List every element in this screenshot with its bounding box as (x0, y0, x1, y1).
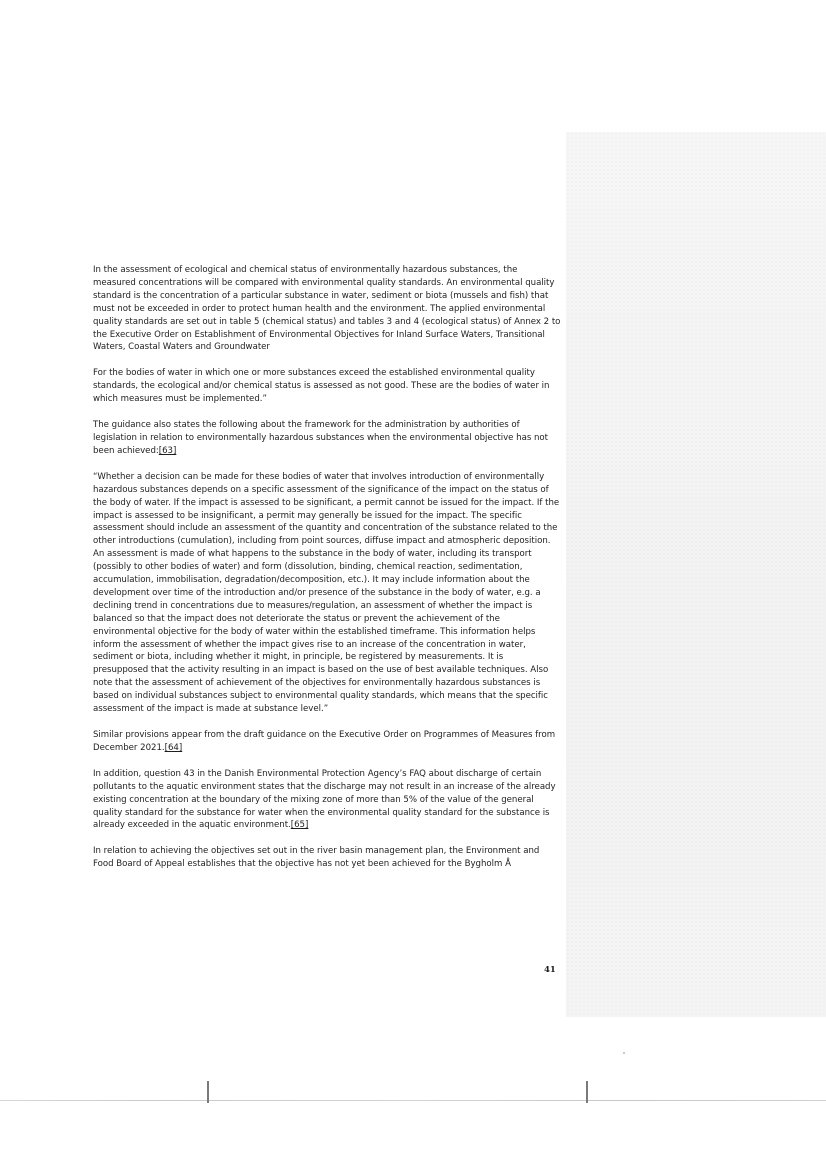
footnote-link-63[interactable]: [63] (158, 445, 177, 456)
paragraph-7-text: In relation to achieving the objectives set out in the river basin management plan, the Environment and Food Board of Appeal establishes that the objective has not yet been achieved for the Bygholm Å (93, 846, 540, 870)
paragraph-7 (93, 845, 561, 871)
paragraph-4-text: “Whether a decision can be made for these bodies of water that involves introduction of environmentally hazardous substances depends on a specific assessment of the significance of the impact on the status of the body of water. If the impact is assessed to be significant, a permit cannot be issued for the impact. If the impact is assessed to be insignificant, a permit may generally be issued for the impact. The specific assessment should include an assessment of the quantity and concentration of the substance related to the other introductions (cumulation), including from point sources, diffuse impact and atmospheric deposition. An assessment is made of what happens to the substance in the body of water, including its transport (possibly to other bodies of water) and form (dissolution, binding, chemical reaction, sedimentation, accumulation, immobilisation, degradation/decomposition, etc.). It may include information about the development over time of the introduction and/or presence of the substance in the body of water, e.g. a declining trend in concentrations due to measures/regulation, an assessment of whether the impact is balanced so that the impact does not deteriorate the status or prevent the achievement of the environmental objective for the body of water within the established timeframe. This information helps inform the assessment of whether the impact gives rise to an increase of the concentration in water, sediment or biota, including whether it might, in principle, be registered by measurements. It is presupposed that the activity resulting in an impact is based on the use of best available techniques. Also note that the assessment of achievement of the objectives for environmentally hazardous substances is based on individual substances subject to environmental quality standards, which means that the specific assessment of the impact is made at substance level.” (93, 471, 560, 715)
footnote-link-65[interactable]: [65] (290, 820, 309, 831)
footnote-link-64[interactable]: [64] (164, 742, 183, 753)
paragraph-2 (93, 367, 561, 406)
paragraph-3 (93, 419, 561, 458)
paragraph-6 (93, 768, 561, 833)
paragraph-4-quote (93, 471, 561, 716)
paragraph-5-text: Similar provisions appear from the draft guidance on the Executive Order on Programmes of Measures from December 2021. (93, 730, 556, 753)
scan-tick-mark-left (207, 1081, 209, 1103)
paragraph-1 (93, 264, 561, 354)
scan-artifact-line (0, 1100, 826, 1101)
paragraph-2-text: For the bodies of water in which one or more substances exceed the established environmental quality standards, the ecological and/or chemical status is assessed as not good. These are the bodies of water in which measures must be implemented.” (93, 368, 550, 405)
paragraph-1-text: In the assessment of ecological and chemical status of environmentally hazardous substances, the measured concentrations will be compared with environmental quality standards. An environmental quality standard is the concentration of a particular substance in water, sediment or biota (mussels and fish) that must not be exceeded in order to protect human health and the environment. The applied environmental quality standards are set out in table 5 (chemical status) and tables 3 and 4 (ecological status) of Annex 2 to the Executive Order on Establishment of Environmental Objectives for Inland Surface Waters, Transitional Waters, Coastal Waters and Groundwater (93, 265, 561, 353)
scan-tick-mark-right (586, 1081, 588, 1103)
scan-shaded-margin (566, 132, 826, 1017)
body-text (93, 264, 561, 884)
paragraph-3-text: The guidance also states the following about the framework for the administration by authorities of legislation in relation to environmentally hazardous substances when the environmental objective has not been achieved: (93, 420, 549, 456)
paragraph-5 (93, 729, 561, 755)
page-number: 41 (544, 965, 556, 975)
scan-speck (623, 1052, 625, 1054)
paragraph-6-text: In addition, question 43 in the Danish Environmental Protection Agency’s FAQ about discharge of certain pollutants to the aquatic environment states that the discharge may not result in an increase of the already existing concentration at the boundary of the mixing zone of more than 5% of the value of the general quality standard for the substance for water when the environmental quality standard for the substance is already exceeded in the aquatic environment. (93, 768, 556, 831)
